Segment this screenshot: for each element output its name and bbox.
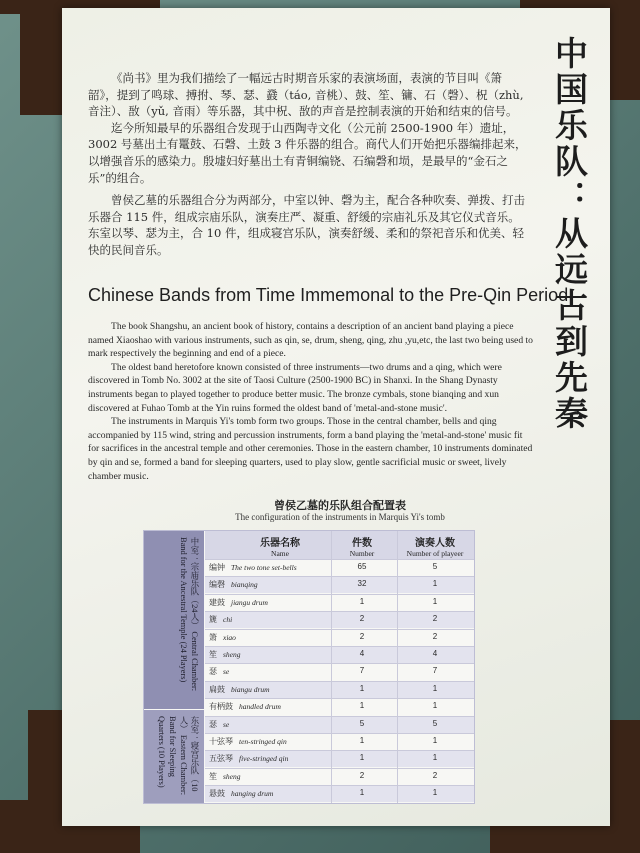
table-caption-cn: 曾侯乙墓的乐队组合配置表 [274, 499, 406, 512]
instrument-name [209, 666, 344, 677]
table-caption-en: The configuration of the instruments in Marquis Yi's tomb [235, 512, 445, 522]
instrument-name-en: five-stringed qin [239, 754, 289, 764]
instrument-number: 5 [359, 718, 365, 728]
instrument-name-en: The two tone set-bells [231, 563, 297, 572]
instrument-players: 2 [432, 631, 438, 641]
instrument-name-cn: 十弦琴 [209, 737, 233, 746]
instrument-name-cn: 五弦琴 [209, 754, 233, 764]
instrument-name-cn: 建鼓 [209, 597, 225, 607]
table-row [205, 698, 474, 715]
header-players [399, 534, 471, 558]
instrument-players: 7 [432, 666, 438, 676]
instrument-name-cn: 箫 [209, 632, 217, 642]
group-eastern-chamber [144, 710, 204, 803]
header-players-en: Number of playeer [406, 549, 464, 558]
instrument-name-en: se [223, 667, 230, 677]
instrument-number: 7 [359, 666, 365, 676]
instrument-name-en: xiao [223, 632, 236, 642]
instrument-number: 1 [359, 753, 365, 763]
instrument-name [209, 649, 344, 660]
instrument-name-cn: 瑟 [209, 719, 217, 729]
instrument-name-en: sheng [223, 650, 241, 659]
instrument-name-en: sheng [223, 771, 241, 781]
instrument-number: 4 [359, 649, 365, 658]
english-text [88, 320, 533, 483]
instrument-number: 2 [359, 631, 365, 641]
instrument-name [209, 753, 344, 764]
instrument-number: 32 [357, 579, 367, 589]
table-row [205, 611, 474, 628]
instrument-name-cn: 瑟 [209, 667, 217, 677]
group-eastern-label: 东室：寝宫乐队（10人） Eastern Chamber: Band for Sleeping Quarters (10 Players) [157, 716, 199, 796]
table-row [205, 768, 474, 785]
instrument-name-cn: 篪 [209, 615, 217, 625]
table-row [205, 750, 474, 767]
instrument-name [209, 771, 344, 782]
instrument-name-en: se [223, 719, 230, 729]
table-row [205, 785, 474, 802]
instrument-number: 1 [359, 736, 365, 745]
instrument-name [209, 597, 344, 608]
instrument-players: 1 [432, 701, 438, 711]
header-players-cn: 演奏人数 [415, 538, 455, 549]
instrument-players: 1 [432, 788, 438, 798]
instrument-players: 1 [432, 683, 438, 693]
instrument-name-en: bianqing [231, 580, 258, 590]
instrument-name-cn: 编钟 [209, 563, 225, 572]
table-row [205, 716, 474, 733]
instrument-name-en: jiangu drum [231, 597, 268, 607]
instrument-name [209, 701, 344, 712]
english-title: Chinese Bands from Time Immemonal to the Pre-Qin Period [88, 285, 569, 305]
instrument-name-cn: 有柄鼓 [209, 702, 233, 712]
instrument-name [209, 684, 344, 695]
instrument-name-en: handled drum [239, 702, 281, 712]
cn-paragraph-3: 曾侯乙墓的乐器组合分为两部分，中室以钟、磬为主，配合各种吹奏、弹拨、打击乐器合 115 件，组成宗庙乐队，演奏庄严、凝重、舒缓的宗庙礼乐及其它仪式音乐。东室以琴、瑟为主，合 10 件，组成寝宫乐队，演奏舒缓、柔和的祭祀音乐和优美、轻快的民间音乐。 [88, 193, 525, 257]
instrument-number: 65 [357, 562, 367, 571]
instrument-name-cn: 编磬 [209, 580, 225, 590]
instrument-name [209, 788, 344, 799]
instrument-name [209, 736, 344, 747]
instrument-players: 5 [432, 718, 438, 728]
instrument-table [143, 530, 475, 804]
table-row [205, 594, 474, 611]
instrument-name-en: hanging drum [231, 789, 274, 799]
instrument-players: 1 [432, 596, 438, 606]
en-paragraph-3: The instruments in Marquis Yi's tomb form two groups. Those in the central chamber, bells and qing accompanied by 115 wind, string and percussion instruments, form a band playing the 'metal-and-stone' music fit for sacrifices in the ancestral temple and other ceremonies. Those in the eastern chamber, 10 instruments dominated by qin and se, formed a band for sleeping quarters, used to play slow, gentle sacrificial music or sweet, lively chamber music. [88, 416, 533, 482]
table-row [205, 681, 474, 698]
header-name [225, 534, 335, 558]
instrument-number: 2 [359, 614, 365, 624]
table-row [205, 646, 474, 663]
instrument-name-cn: 笙 [209, 650, 217, 659]
header-name-en: Name [271, 549, 289, 558]
instrument-name [209, 632, 344, 643]
instrument-name-cn: 笙 [209, 771, 217, 781]
instrument-name [209, 719, 344, 730]
header-number-cn: 件数 [352, 538, 372, 549]
instrument-name [209, 562, 344, 573]
instrument-players: 2 [432, 770, 438, 780]
table-row [205, 663, 474, 680]
instrument-players: 1 [432, 736, 438, 745]
instrument-name-cn: 悬鼓 [209, 789, 225, 799]
instrument-number: 2 [359, 770, 365, 780]
en-paragraph-1: The book Shangshu, an ancient book of history, contains a description of an ancient band playing a piece named Xiaoshao with various instruments, such as qin, se, drum, sheng, qing, zhu ,yu,etc, the last two being used to mark respectively the beginning and end of a piece. [88, 321, 533, 360]
instrument-number: 1 [359, 701, 365, 711]
instrument-number: 1 [359, 683, 365, 693]
instrument-players: 2 [432, 614, 438, 624]
group-central-chamber [144, 531, 204, 709]
table-row [205, 629, 474, 646]
cn-paragraph-2: 迄今所知最早的乐器组合发现于山西陶寺文化（公元前 2500-1900 年）遗址，3002 号墓出土有鼍鼓、石磬、土鼓 3 件乐器的组合。商代人们开始把乐器编排起来，以增强音乐的感染力。殷墟妇好墓出土有青铜编铙、石编磬和埙，是最早的“金石之乐”的组合。 [88, 120, 527, 185]
instrument-name-en: ten-stringed qin [239, 737, 287, 746]
instrument-number: 1 [359, 596, 365, 606]
instrument-number: 1 [359, 788, 365, 798]
vertical-title: 中国乐队：从远古到先秦 [550, 36, 589, 432]
instrument-name-en: biangu drum [231, 684, 270, 694]
table-header [205, 531, 474, 559]
table-row [205, 733, 474, 750]
instrument-players: 5 [432, 562, 438, 571]
instrument-name-cn: 扁鼓 [209, 684, 225, 694]
header-number [333, 534, 391, 558]
instrument-players: 1 [432, 753, 438, 763]
instrument-name-en: chi [223, 615, 233, 625]
instrument-name [209, 579, 344, 590]
column-divider [397, 531, 398, 803]
cn-paragraph-1: 《尚书》里为我们描绘了一幅远古时期音乐家的表演场面，表演的节目叫《箫韶》，提到了鸣球、搏拊、琴、瑟、鼗（táo, 音桃）、鼓、笙、镛、石（磬）、柷（zhù, 音注）、敔（yǔ, 音雨）等乐器，其中柷、敔的声音是控制表演的开始和结束的信号。 [88, 71, 524, 119]
frame-left-post [20, 0, 64, 115]
en-paragraph-2: The oldest band heretofore known consisted of three instruments—two drums and a qing, which were discovered in Tomb No. 3002 at the site of Taosi Culture (2500-1900 BC) in Shanxi. In the Shang Dynasty instruments began to played together to produce better music. The bronze cymbals, stone bianqing and xun discovered at Fuhao Tomb at the Yin ruins formed the oldest band of 'metal-and-stone music'. [88, 361, 502, 414]
group-central-label: 中室：宗庙乐队（24人） Central Chamber: Band for the Ancestral Temple (24 Players) [179, 537, 199, 692]
instrument-players: 1 [432, 579, 438, 589]
header-number-en: Number [349, 549, 375, 558]
table-row [205, 576, 474, 593]
instrument-players: 4 [432, 649, 438, 658]
instrument-name [209, 614, 344, 625]
header-name-cn: 乐器名称 [260, 538, 300, 549]
chinese-text [88, 70, 530, 259]
table-row [205, 559, 474, 576]
column-divider [331, 531, 332, 803]
